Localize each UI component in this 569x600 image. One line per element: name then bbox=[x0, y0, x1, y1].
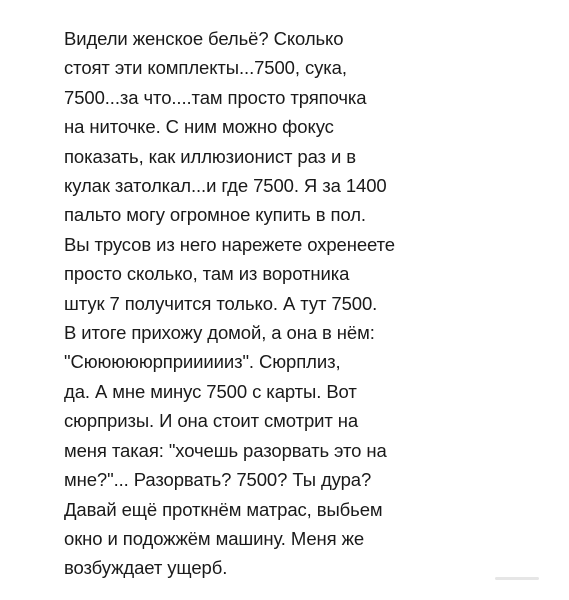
text-line: штук 7 получится только. А тут 7500. bbox=[64, 292, 378, 314]
text-line: кулак затолкал...и где 7500. Я за 1400 bbox=[64, 175, 387, 197]
text-line: возбуждает ущерб. bbox=[64, 557, 228, 579]
text-line: Видели женское бельё? Сколько bbox=[64, 28, 344, 49]
text-line: пальто могу огромное купить в пол. bbox=[64, 204, 366, 226]
text-line: Давай ещё проткнём матрас, выбьем bbox=[64, 498, 383, 520]
text-line: на ниточке. С ним можно фокус bbox=[64, 116, 334, 138]
text-line: 7500...за что....там просто тряпочка bbox=[64, 86, 367, 108]
text-line: меня такая: "хочешь разорвать это на bbox=[64, 439, 387, 461]
text-line: мне?"... Разорвать? 7500? Ты дура? bbox=[64, 469, 372, 491]
post-text bbox=[64, 24, 534, 583]
text-line: просто сколько, там из воротника bbox=[64, 263, 350, 285]
text-line: В итоге прихожу домой, а она в нём: bbox=[64, 322, 375, 344]
text-line: да. А мне минус 7500 с карты. Вот bbox=[64, 380, 357, 402]
faint-watermark bbox=[495, 577, 539, 580]
text-line: "Сюююююрприииииз". Сюрплиз, bbox=[64, 351, 341, 373]
text-line: Вы трусов из него нарежете охренеете bbox=[64, 233, 395, 255]
text-line: показать, как иллюзионист раз и в bbox=[64, 145, 356, 167]
text-line: окно и подожжём машину. Меня же bbox=[64, 527, 365, 549]
text-line: сюрпризы. И она стоит смотрит на bbox=[64, 410, 359, 432]
text-line: стоят эти комплекты...7500, сука, bbox=[64, 57, 347, 79]
